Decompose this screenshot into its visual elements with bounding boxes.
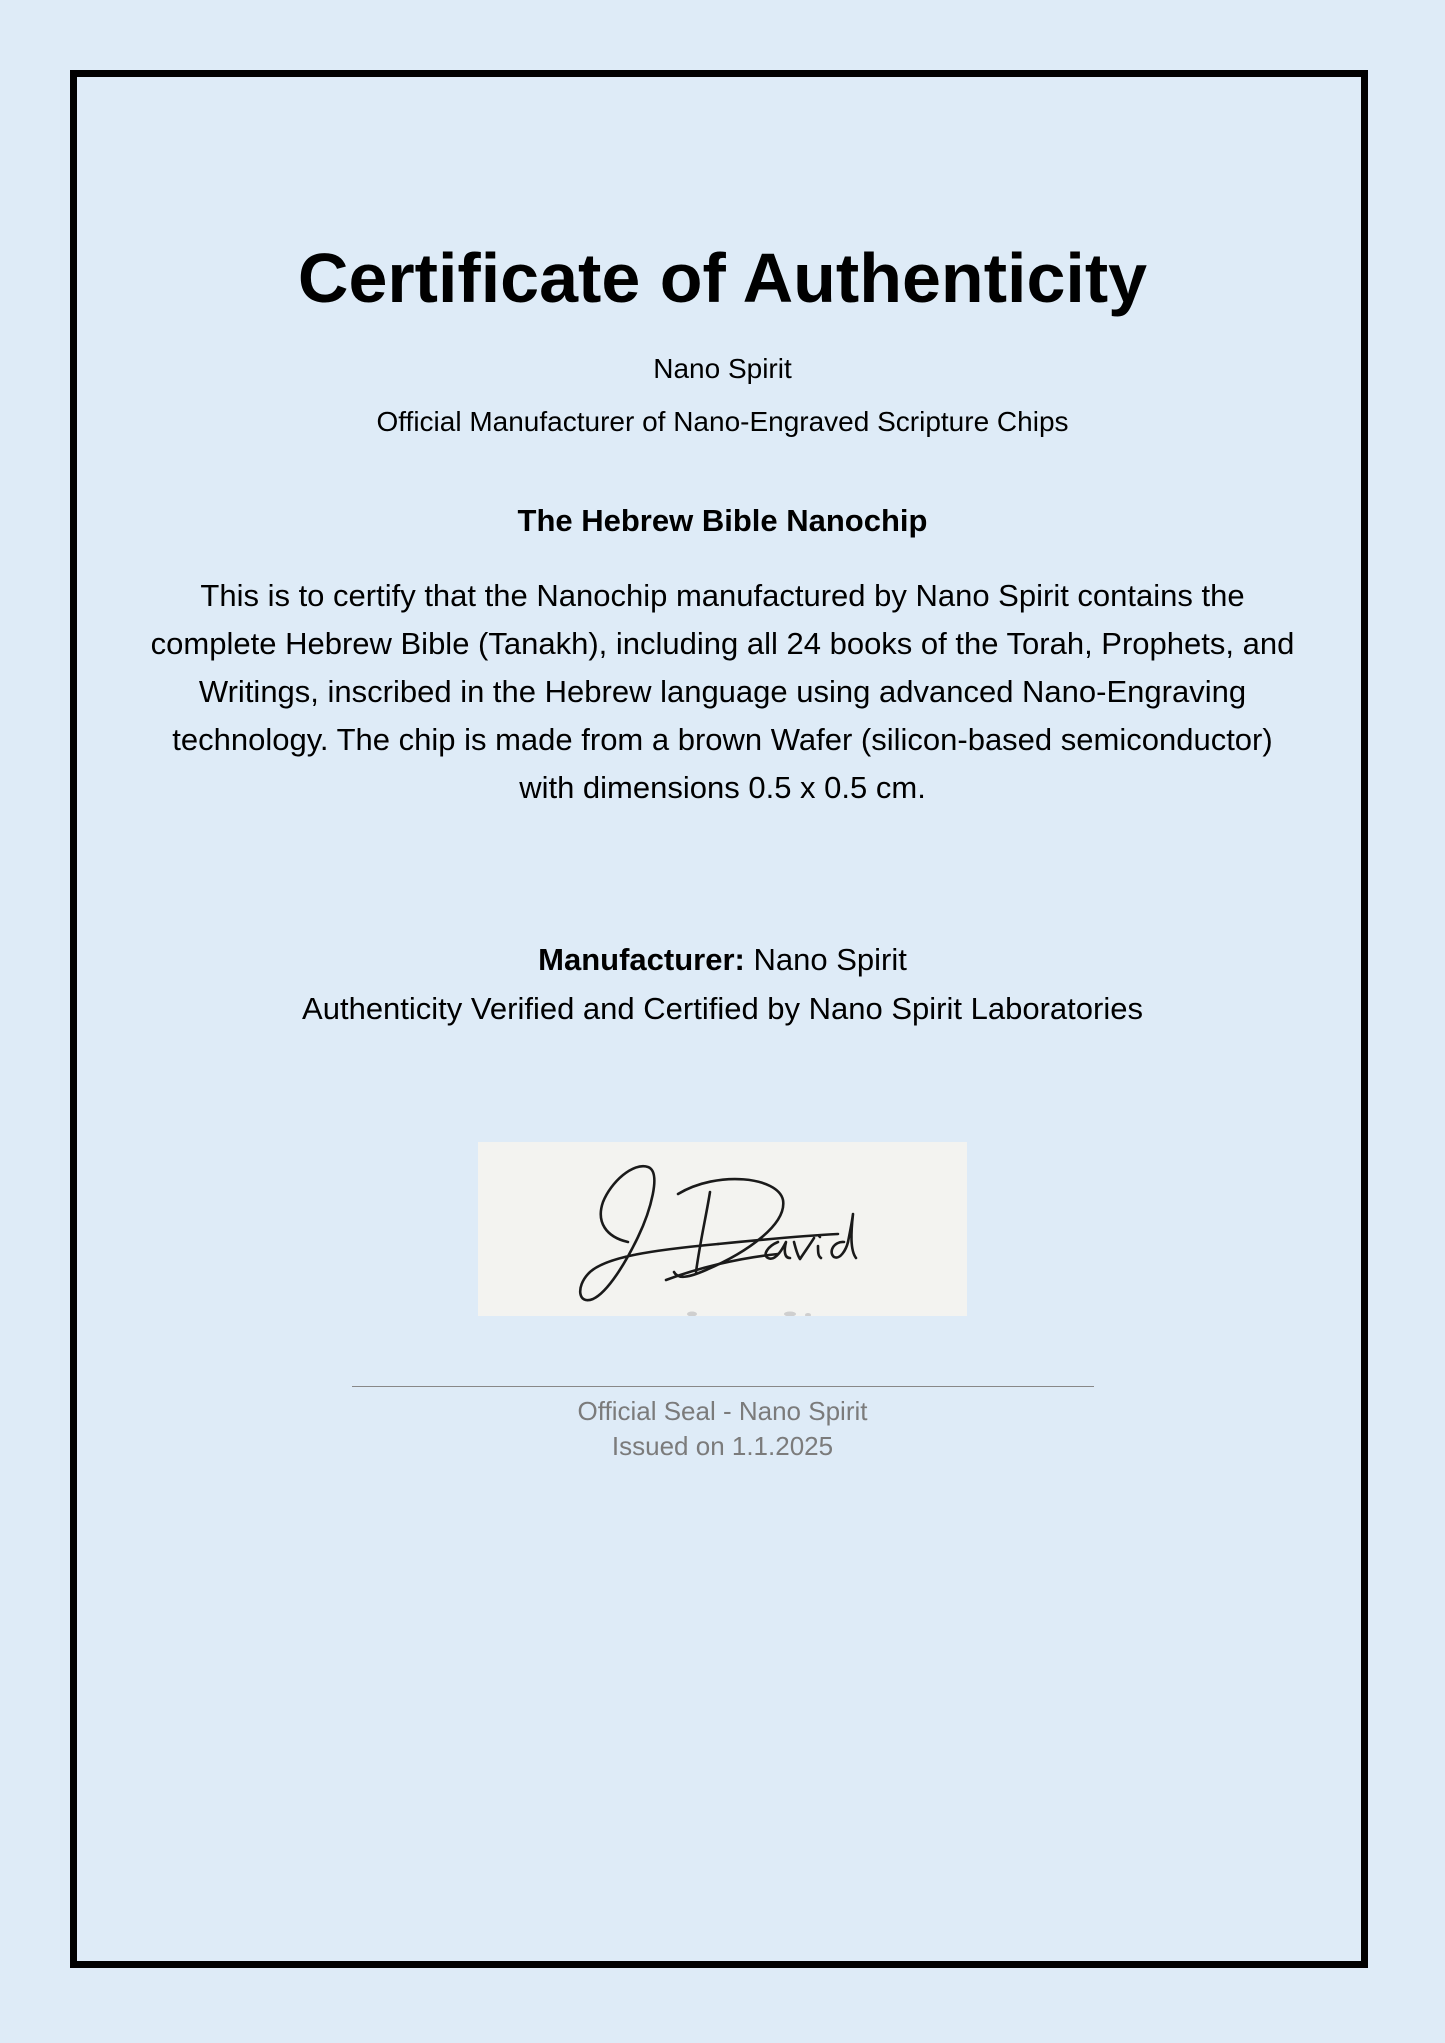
signature-drawing — [478, 1142, 967, 1316]
signature-image — [478, 1142, 967, 1316]
manufacturer-label: Manufacturer: — [538, 942, 745, 977]
official-seal-label: Official Seal - Nano Spirit — [577, 1396, 868, 1426]
company-tagline: Official Manufacturer of Nano-Engraved Scripture Chips — [376, 406, 1069, 437]
verification-statement: Authenticity Verified and Certified by Nano Spirit Laboratories — [302, 991, 1143, 1026]
certificate-title: Certificate of Authenticity — [297, 239, 1148, 317]
signature-line — [352, 1386, 1094, 1387]
issue-date: Issued on 1.1.2025 — [611, 1431, 834, 1461]
manufacturer-line — [0, 940, 1445, 980]
company-name: Nano Spirit — [653, 353, 792, 384]
product-name: The Hebrew Bible Nanochip — [517, 503, 928, 538]
certification-statement: This is to certify that the Nanochip manufactured by Nano Spirit contains the complete Hebrew Bible (Tanakh), including all 24 books of the Torah, Prophets, and Writings, inscribed in the Hebrew language using advanced Nano-Engraving technology. The chip is made from a brown Wafer (silicon-based semiconductor) with dimensions 0.5 x 0.5 cm. — [150, 578, 1295, 805]
manufacturer-value: Nano Spirit — [753, 942, 907, 977]
